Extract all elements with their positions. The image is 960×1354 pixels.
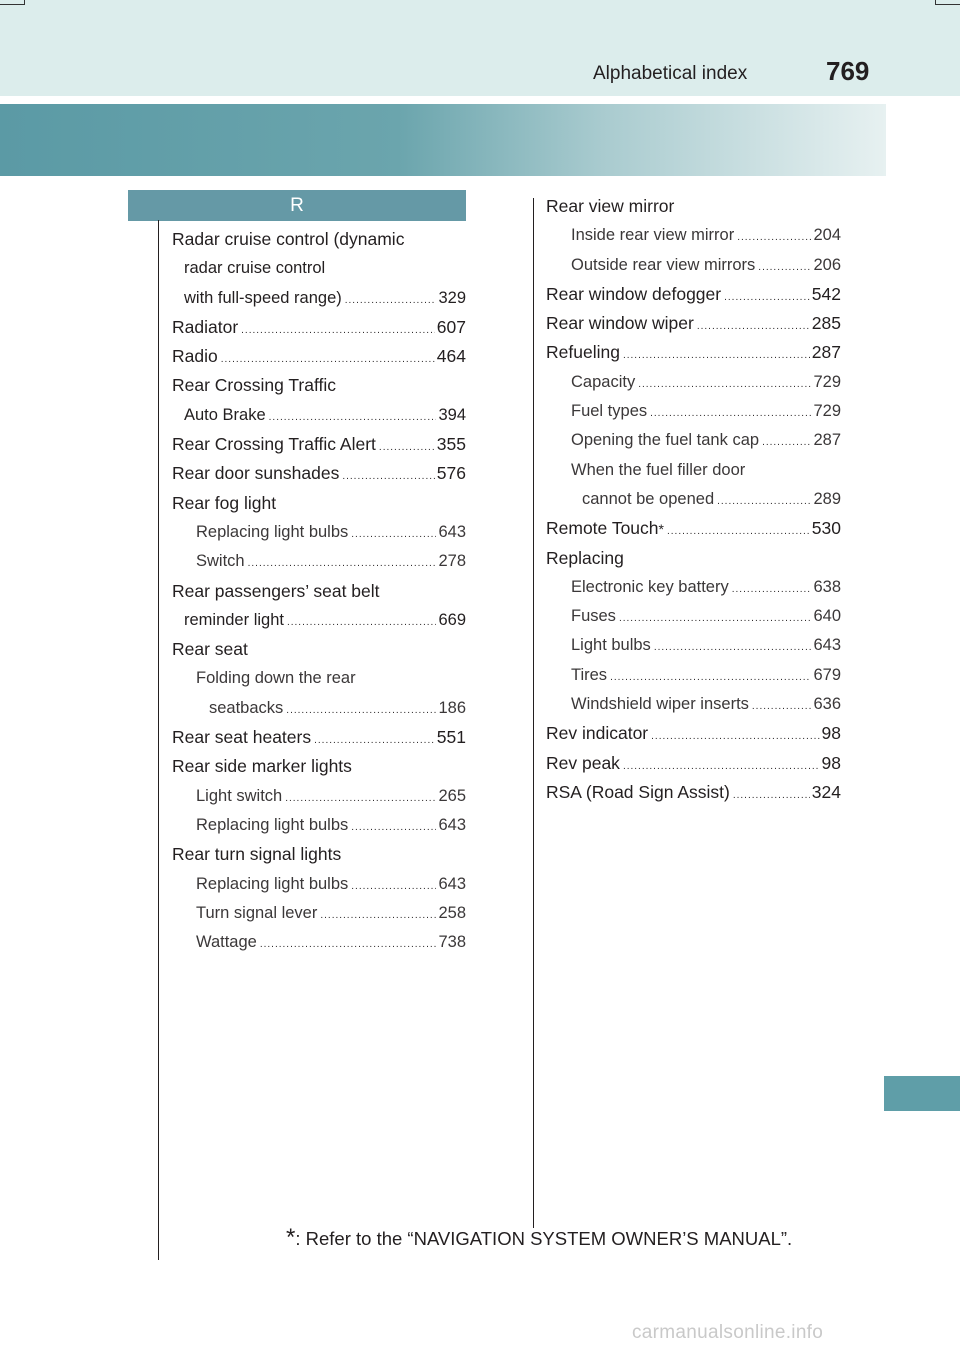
index-entry-page[interactable]: 265 [438, 786, 466, 805]
dot-leader [737, 223, 811, 252]
dot-leader [221, 345, 435, 374]
dot-leader [269, 403, 437, 432]
index-entry[interactable] [546, 602, 841, 631]
index-entry[interactable]: Remote Touch * ..... 530 [546, 514, 841, 543]
index-entry [172, 635, 466, 664]
index-entry-page[interactable]: 287 [813, 431, 841, 450]
dot-leader [342, 462, 434, 491]
index-entry [172, 371, 466, 400]
dot-leader [724, 283, 810, 312]
index-entry[interactable] [172, 459, 466, 488]
index-entry-page[interactable]: 258 [438, 903, 466, 922]
dot-leader [667, 517, 810, 546]
index-entry[interactable] [546, 368, 841, 397]
dot-leader [241, 316, 435, 345]
index-entry [172, 254, 466, 283]
index-entry-label: Folding down the rear [196, 669, 356, 688]
index-entry-page[interactable]: 643 [438, 815, 466, 834]
index-entry-page[interactable]: 186 [438, 698, 466, 717]
index-entry-label: Replacing light bulbs [196, 522, 349, 541]
crop-mark [935, 0, 960, 5]
index-column-left [172, 225, 466, 957]
index-entry-page[interactable]: 551 [436, 727, 466, 748]
index-entry-label: Rear side marker lights [172, 756, 352, 777]
index-entry-label: Rev indicator [546, 723, 649, 744]
index-entry[interactable] [172, 811, 466, 840]
index-entry-page[interactable]: 640 [813, 607, 841, 626]
index-entry-label: radar cruise control [184, 259, 326, 278]
index-entry[interactable] [172, 518, 466, 547]
index-entry[interactable] [172, 928, 466, 957]
dot-leader [638, 370, 811, 399]
index-entry[interactable] [172, 284, 466, 313]
section-letter: R [128, 190, 466, 221]
index-entry[interactable] [546, 573, 841, 602]
index-entry-label: Light switch [196, 786, 283, 805]
index-entry[interactable] [172, 342, 466, 371]
index-entry[interactable] [546, 251, 841, 280]
index-entry-label: Rear Crossing Traffic [172, 375, 337, 396]
index-entry[interactable] [172, 723, 466, 752]
index-entry-label: Rear door sunshades [172, 463, 340, 484]
index-entry-page[interactable]: 289 [813, 489, 841, 508]
index-entry-label: Replacing [546, 547, 624, 568]
dot-leader [345, 286, 437, 315]
index-entry-page[interactable]: 204 [813, 226, 841, 245]
index-entry-page[interactable]: 679 [813, 665, 841, 684]
index-entry-label: Opening the fuel tank cap [571, 431, 760, 450]
index-entry-page[interactable]: 729 [813, 402, 841, 421]
index-entry-label: Rear fog light [172, 492, 277, 513]
index-entry [172, 225, 466, 254]
index-entry [172, 577, 466, 606]
index-entry-label: RSA (Road Sign Assist) [546, 781, 730, 802]
dot-leader [351, 520, 436, 549]
index-entry-label: Capacity [571, 372, 636, 391]
dot-leader [623, 752, 820, 781]
header-band [0, 104, 886, 176]
index-entry-label: Windshield wiper inserts [571, 695, 749, 714]
index-entry[interactable] [172, 313, 466, 342]
index-entry-page[interactable]: 643 [813, 636, 841, 655]
index-entry[interactable] [546, 690, 841, 719]
index-entry [172, 489, 466, 518]
watermark: carmanualsonline.info [632, 1322, 824, 1343]
index-entry[interactable] [546, 749, 841, 778]
index-entry[interactable] [172, 547, 466, 576]
index-entry-page[interactable]: 464 [436, 346, 466, 367]
index-entry-label: Turn signal lever [196, 903, 318, 922]
dot-leader [697, 312, 810, 341]
crop-mark [0, 0, 25, 5]
index-entry [172, 752, 466, 781]
index-entry-label: Refueling [546, 342, 620, 363]
column-rule-middle [533, 198, 534, 1228]
dot-leader [379, 433, 435, 462]
index-entry[interactable] [172, 401, 466, 430]
index-entry-page[interactable]: 530 [811, 518, 841, 539]
index-entry-label: Radar cruise control (dynamic [172, 229, 405, 249]
index-entry[interactable] [172, 870, 466, 899]
index-entry-label: Rear turn signal lights [172, 844, 342, 865]
dot-leader [732, 575, 812, 604]
index-entry-page[interactable]: 607 [436, 316, 466, 337]
index-entry[interactable] [172, 782, 466, 811]
index-entry-page[interactable]: 576 [436, 463, 466, 484]
index-entry-page[interactable]: 206 [813, 255, 841, 274]
index-entry[interactable] [172, 606, 466, 635]
index-entry-label: with full-speed range) [184, 288, 342, 307]
index-entry-label: Radiator [172, 316, 239, 337]
index-entry-label: Remote Touch [546, 518, 659, 539]
dot-leader [260, 930, 437, 959]
index-entry-page[interactable]: 287 [811, 342, 841, 363]
index-entry[interactable] [546, 631, 841, 660]
index-entry [172, 840, 466, 869]
index-entry-label: cannot be opened [582, 489, 715, 508]
index-entry[interactable] [546, 280, 841, 309]
index-entry[interactable] [546, 778, 841, 807]
index-entry-label: Auto Brake [184, 405, 266, 424]
dot-leader [351, 813, 436, 842]
index-entry-label: Rev peak [546, 752, 620, 773]
index-entry-page[interactable]: 638 [813, 577, 841, 596]
index-entry-label: Rear view mirror [546, 196, 675, 216]
index-column-right [546, 192, 841, 807]
dot-leader [619, 604, 812, 633]
index-entry-label: Fuses [571, 607, 616, 626]
index-entry[interactable] [546, 661, 841, 690]
dot-leader [623, 341, 810, 370]
index-entry[interactable] [546, 397, 841, 426]
index-entry-label: Replacing light bulbs [196, 815, 349, 834]
column-rule-left [158, 220, 159, 1260]
footnote-text: : Refer to the “NAVIGATION SYSTEM OWNER’S MANUAL”. [295, 1228, 793, 1249]
index-entry[interactable] [172, 899, 466, 928]
dot-leader [314, 726, 435, 755]
footnote-marker: * [286, 1224, 296, 1251]
index-entry-page[interactable]: 98 [821, 723, 841, 744]
dot-leader [762, 428, 811, 457]
index-entry[interactable] [546, 309, 841, 338]
index-entry-label: Rear seat heaters [172, 727, 312, 748]
index-entry-page[interactable]: 643 [438, 522, 466, 541]
index-entry-label: Inside rear view mirror [571, 226, 735, 245]
index-entry[interactable] [546, 221, 841, 250]
index-entry-label: Switch [196, 552, 245, 571]
index-entry-page[interactable]: 394 [438, 405, 466, 424]
dot-leader [285, 784, 436, 813]
page-number: 769 [826, 56, 870, 86]
index-entry-label: When the fuel filler door [571, 460, 746, 479]
index-entry-label: reminder light [184, 610, 284, 629]
index-entry-page[interactable]: 669 [438, 610, 466, 629]
index-entry-page[interactable]: 729 [813, 372, 841, 391]
thumb-index-tab[interactable] [884, 1076, 960, 1111]
index-entry[interactable] [546, 338, 841, 367]
dot-leader [752, 692, 812, 721]
index-entry-label: Tires [571, 665, 608, 684]
index-entry[interactable] [172, 430, 466, 459]
index-entry[interactable] [172, 694, 466, 723]
index-entry [546, 192, 841, 221]
index-entry-page[interactable]: 643 [438, 874, 466, 893]
index-entry[interactable] [546, 426, 841, 455]
dot-leader [651, 722, 819, 751]
index-entry-label: Replacing light bulbs [196, 874, 349, 893]
index-entry-page[interactable]: 636 [813, 695, 841, 714]
index-entry[interactable] [546, 485, 841, 514]
dot-leader [287, 608, 437, 637]
index-entry-label: Rear passengers’ seat belt [172, 580, 380, 601]
index-entry[interactable] [546, 719, 841, 748]
index-entry-page[interactable]: 324 [811, 781, 841, 802]
index-entry-page[interactable]: 542 [811, 283, 841, 304]
dot-leader [286, 696, 436, 725]
index-entry-page[interactable]: 278 [438, 552, 466, 571]
index-entry-label: Fuel types [571, 402, 648, 421]
index-entry-page[interactable]: 355 [436, 434, 466, 455]
dot-leader [717, 487, 811, 516]
index-entry-label: Rear window defogger [546, 283, 722, 304]
dot-leader [610, 663, 811, 692]
header-title: Alphabetical index [593, 63, 748, 84]
dot-leader [654, 633, 812, 662]
footnote [286, 1224, 793, 1251]
index-entry [546, 456, 841, 485]
index-entry-label: Radio [172, 346, 218, 367]
index-entry-page[interactable]: 285 [811, 313, 841, 334]
dot-leader [351, 872, 436, 901]
index-entry-label: Electronic key battery [571, 577, 729, 596]
index-entry-label: Rear Crossing Traffic Alert [172, 434, 376, 455]
index-entry-label: seatbacks [209, 698, 284, 717]
index-entry-label: Wattage [196, 933, 257, 952]
index-entry-page[interactable]: 738 [438, 933, 466, 952]
index-entry-label: Light bulbs [571, 636, 651, 655]
dot-leader [320, 901, 436, 930]
dot-leader [650, 399, 811, 428]
index-entry-label: Rear seat [172, 639, 248, 660]
index-entry [172, 664, 466, 693]
page-header [0, 0, 960, 96]
dot-leader [248, 549, 437, 578]
index-entry-label: Outside rear view mirrors [571, 255, 756, 274]
index-entry [546, 544, 841, 573]
dot-leader [758, 253, 811, 282]
index-entry-page[interactable]: 329 [438, 288, 466, 307]
dot-leader [733, 781, 810, 810]
index-entry-label: Rear window wiper [546, 313, 694, 334]
index-entry-page[interactable]: 98 [821, 752, 841, 773]
